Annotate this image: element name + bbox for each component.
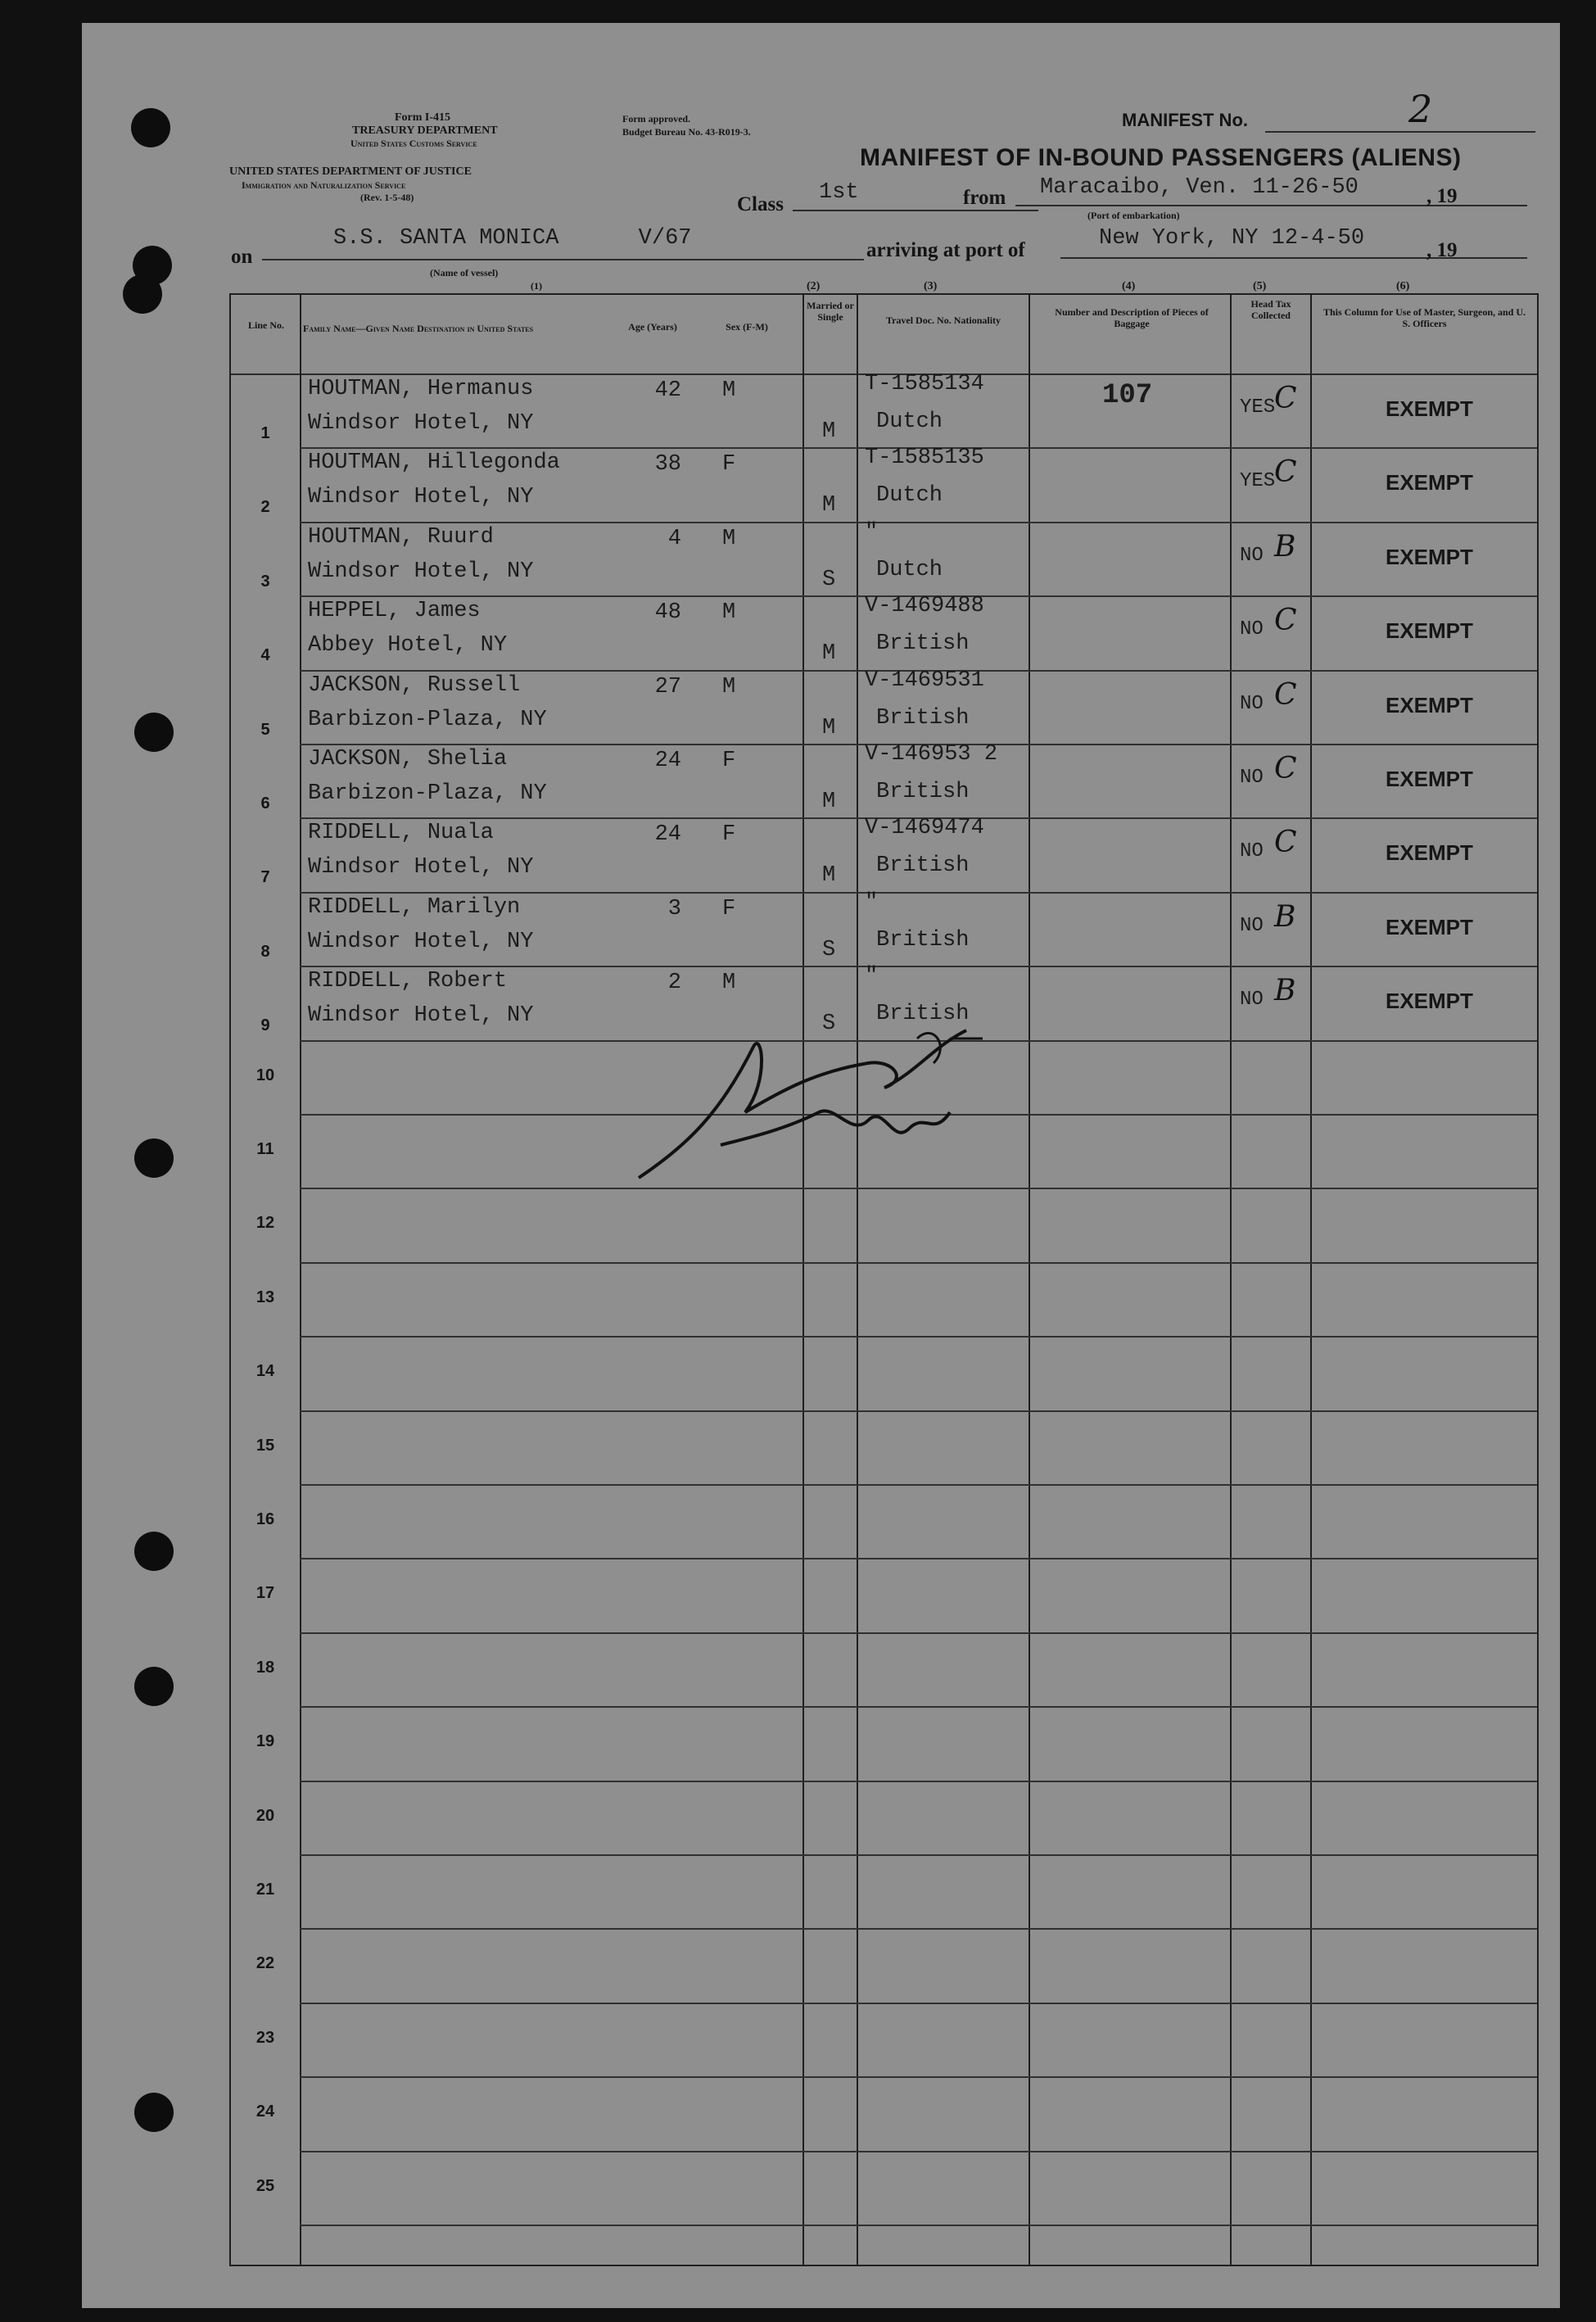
marital-status: M bbox=[822, 715, 836, 740]
binder-hole bbox=[131, 108, 170, 147]
line-number: 2 bbox=[260, 498, 270, 517]
hdr-officers: This Column for Use of Master, Surgeon, and U. S. Officers bbox=[1322, 306, 1526, 329]
passenger-sex: F bbox=[722, 749, 736, 773]
passenger-sex: M bbox=[722, 971, 736, 996]
passenger-sex: M bbox=[722, 674, 736, 699]
travel-doc-no: V-1469531 bbox=[865, 668, 984, 693]
col-num-5: (5) bbox=[1253, 280, 1267, 292]
row-divider bbox=[300, 1928, 1537, 1930]
line-number: 1 bbox=[260, 424, 270, 442]
passenger-destination: Windsor Hotel, NY bbox=[308, 1003, 534, 1029]
head-tax-mark: B bbox=[1274, 529, 1296, 564]
passenger-destination: Windsor Hotel, NY bbox=[308, 485, 534, 510]
head-tax-collected: NO bbox=[1240, 914, 1264, 937]
passenger-age: 24 bbox=[654, 822, 681, 848]
col-divider-travel bbox=[857, 295, 858, 2265]
manifest-no-underline bbox=[1265, 131, 1535, 133]
nationality: Dutch bbox=[876, 483, 943, 509]
line-number: 14 bbox=[255, 1362, 275, 1381]
arriving-underline bbox=[1060, 257, 1527, 259]
travel-doc-no: " bbox=[865, 519, 879, 545]
baggage-count: 107 bbox=[1102, 380, 1153, 411]
line-number: 7 bbox=[260, 868, 270, 887]
passenger-destination: Abbey Hotel, NY bbox=[308, 633, 508, 659]
col-divider-officers bbox=[1310, 295, 1312, 2265]
row-divider bbox=[300, 1558, 1537, 1559]
travel-doc-no: T-1585135 bbox=[865, 446, 984, 471]
line-number: 22 bbox=[255, 1954, 275, 1973]
head-tax-collected: NO bbox=[1240, 618, 1264, 641]
customs-service: United States Customs Service bbox=[350, 138, 477, 149]
row-divider bbox=[300, 522, 1537, 523]
line-number: 16 bbox=[255, 1510, 275, 1528]
head-tax-collected: NO bbox=[1240, 692, 1264, 715]
row-divider bbox=[300, 2076, 1537, 2078]
treasury-dept: TREASURY DEPARTMENT bbox=[352, 124, 498, 137]
col-divider-lineno bbox=[300, 295, 301, 2265]
hdr-line-no: Line No. bbox=[247, 319, 284, 331]
hdr-head-tax: Head Tax Collected bbox=[1250, 298, 1291, 321]
line-number: 10 bbox=[255, 1066, 275, 1084]
ins-service: Immigration and Naturalization Service bbox=[242, 179, 406, 191]
line-number: 8 bbox=[260, 942, 270, 961]
passenger-sex: F bbox=[722, 896, 736, 921]
line-number: 13 bbox=[255, 1288, 275, 1306]
vessel-col-number: (1) bbox=[531, 280, 542, 292]
head-tax-collected: YES bbox=[1240, 396, 1276, 419]
vessel-name-label: (Name of vessel) bbox=[430, 267, 499, 278]
year-label-2: , 19 bbox=[1426, 239, 1458, 261]
vessel-underline bbox=[262, 259, 864, 260]
officer-note: EXEMPT bbox=[1386, 914, 1473, 939]
justice-dept: UNITED STATES DEPARTMENT OF JUSTICE bbox=[229, 165, 472, 178]
passenger-age: 4 bbox=[667, 526, 681, 551]
binder-hole bbox=[134, 713, 174, 752]
officer-note: EXEMPT bbox=[1386, 840, 1473, 866]
marital-status: S bbox=[822, 937, 836, 962]
line-number: 11 bbox=[256, 1140, 274, 1158]
passenger-age: 2 bbox=[667, 971, 681, 996]
passenger-name: HOUTMAN, Ruurd bbox=[308, 524, 494, 550]
row-divider bbox=[300, 1632, 1537, 1634]
passenger-name: RIDDELL, Marilyn bbox=[308, 894, 521, 920]
row-divider bbox=[300, 1336, 1537, 1338]
line-number: 3 bbox=[260, 572, 270, 591]
arriving-value: New York, NY 12-4-50 bbox=[1099, 226, 1365, 251]
row-divider bbox=[300, 966, 1537, 967]
hdr-sex: Sex (F-M) bbox=[726, 321, 768, 333]
passenger-destination: Windsor Hotel, NY bbox=[308, 929, 534, 954]
passenger-sex: M bbox=[722, 378, 736, 403]
form-approved: Form approved. bbox=[622, 113, 691, 124]
class-label: Class bbox=[737, 193, 784, 215]
nationality: Dutch bbox=[876, 557, 943, 582]
line-number: 18 bbox=[255, 1658, 275, 1677]
passenger-age: 24 bbox=[654, 749, 681, 773]
passenger-name: HEPPEL, James bbox=[308, 599, 481, 624]
officer-signature bbox=[622, 1014, 991, 1202]
passenger-age: 27 bbox=[654, 674, 681, 699]
passenger-age: 3 bbox=[667, 896, 681, 921]
passenger-sex: F bbox=[722, 452, 736, 478]
nationality: British bbox=[876, 705, 970, 731]
head-tax-collected: NO bbox=[1240, 989, 1264, 1012]
passenger-destination: Windsor Hotel, NY bbox=[308, 855, 534, 880]
marital-status: M bbox=[822, 863, 836, 889]
head-tax-mark: C bbox=[1274, 455, 1297, 490]
passenger-name: RIDDELL, Nuala bbox=[308, 821, 494, 846]
passenger-sex: M bbox=[722, 600, 736, 626]
passenger-name: HOUTMAN, Hermanus bbox=[308, 377, 534, 401]
marital-status: M bbox=[822, 493, 836, 518]
port-embark-label: (Port of embarkation) bbox=[1087, 210, 1180, 221]
line-number: 5 bbox=[260, 720, 270, 739]
binder-hole bbox=[134, 1667, 174, 1706]
row-divider bbox=[300, 1781, 1537, 1782]
travel-doc-no: V-1469474 bbox=[865, 816, 984, 841]
binder-hole bbox=[123, 274, 162, 314]
head-tax-mark: C bbox=[1274, 677, 1297, 712]
head-tax-mark: C bbox=[1274, 752, 1297, 785]
passenger-sex: F bbox=[722, 822, 736, 848]
arriving-label: arriving at port of bbox=[866, 239, 1025, 261]
nationality: British bbox=[876, 927, 970, 953]
line-number: 25 bbox=[255, 2176, 275, 2195]
passenger-age: 42 bbox=[654, 378, 681, 403]
manifest-no-label: MANIFEST No. bbox=[1122, 110, 1248, 130]
line-number: 9 bbox=[260, 1016, 270, 1035]
class-value: 1st bbox=[819, 180, 859, 205]
line-number: 24 bbox=[255, 2102, 275, 2121]
from-label: from bbox=[963, 187, 1006, 209]
col-num-3: (3) bbox=[924, 280, 938, 292]
passenger-name: JACKSON, Russell bbox=[308, 672, 521, 698]
binder-hole bbox=[134, 1138, 174, 1178]
officer-note: EXEMPT bbox=[1386, 396, 1473, 421]
marital-status: M bbox=[822, 641, 836, 667]
marital-status: S bbox=[822, 1012, 836, 1037]
col-divider-baggage bbox=[1029, 295, 1030, 2265]
row-divider bbox=[300, 2151, 1537, 2152]
nationality: British bbox=[876, 1002, 970, 1027]
head-tax-collected: YES bbox=[1240, 470, 1276, 493]
row-divider bbox=[300, 2003, 1537, 2004]
passenger-name: RIDDELL, Robert bbox=[308, 969, 508, 994]
manifest-no-value: 2 bbox=[1408, 87, 1433, 131]
head-tax-mark: B bbox=[1274, 974, 1296, 1008]
marital-status: M bbox=[822, 790, 836, 814]
line-number: 23 bbox=[255, 2028, 275, 2047]
line-number: 19 bbox=[255, 1732, 275, 1751]
passenger-table bbox=[229, 293, 1539, 2266]
nationality: British bbox=[876, 853, 970, 879]
manifest-title: MANIFEST OF IN-BOUND PASSENGERS (ALIENS) bbox=[860, 144, 1462, 171]
travel-doc-no: " bbox=[865, 964, 879, 989]
line-number: 6 bbox=[260, 794, 270, 812]
passenger-destination: Barbizon-Plaza, NY bbox=[308, 781, 547, 806]
nationality: British bbox=[876, 631, 970, 657]
hdr-age: Age (Years) bbox=[628, 321, 677, 333]
row-divider bbox=[300, 1854, 1537, 1856]
officer-note: EXEMPT bbox=[1386, 544, 1473, 569]
head-tax-collected: NO bbox=[1240, 840, 1264, 863]
hdr-travel-doc: Travel Doc. No. Nationality bbox=[885, 315, 1001, 326]
passenger-destination: Windsor Hotel, NY bbox=[308, 559, 534, 584]
head-tax-collected: NO bbox=[1240, 767, 1264, 789]
head-tax-mark: C bbox=[1274, 826, 1297, 860]
nationality: Dutch bbox=[876, 410, 943, 434]
hdr-married: Married or Single bbox=[807, 300, 854, 323]
head-tax-mark: C bbox=[1274, 604, 1297, 638]
binder-hole bbox=[134, 1532, 174, 1571]
row-divider bbox=[300, 1262, 1537, 1264]
line-number: 17 bbox=[255, 1584, 275, 1603]
passenger-sex: M bbox=[722, 526, 736, 551]
passenger-name: HOUTMAN, Hillegonda bbox=[308, 450, 560, 476]
row-divider bbox=[300, 1706, 1537, 1708]
vessel-value: S.S. SANTA MONICA V/67 bbox=[333, 226, 692, 251]
on-label: on bbox=[231, 246, 253, 268]
from-value: Maracaibo, Ven. 11-26-50 bbox=[1040, 175, 1359, 200]
col-divider-headtax bbox=[1230, 295, 1232, 2265]
row-divider bbox=[300, 1484, 1537, 1486]
col-num-6: (6) bbox=[1396, 280, 1410, 292]
line-number: 4 bbox=[260, 646, 270, 665]
col-num-2: (2) bbox=[807, 280, 821, 292]
passenger-age: 48 bbox=[654, 600, 681, 626]
officer-note: EXEMPT bbox=[1386, 989, 1473, 1014]
row-divider bbox=[300, 892, 1537, 894]
head-tax-mark: C bbox=[1274, 382, 1297, 415]
manifest-sheet bbox=[82, 23, 1560, 2308]
officer-note: EXEMPT bbox=[1386, 618, 1473, 644]
row-divider bbox=[300, 2225, 1537, 2226]
binder-hole bbox=[134, 2093, 174, 2132]
line-number: 12 bbox=[255, 1214, 275, 1233]
line-number: 20 bbox=[255, 1806, 275, 1825]
travel-doc-no: V-1469488 bbox=[865, 594, 984, 619]
form-revision: (Rev. 1-5-48) bbox=[360, 192, 414, 203]
class-underline bbox=[793, 210, 1038, 211]
passenger-destination: Barbizon-Plaza, NY bbox=[308, 707, 547, 732]
line-number: 21 bbox=[255, 1881, 275, 1899]
hdr-name: Family Name—Given Name Destination in United States bbox=[303, 323, 534, 334]
head-tax-collected: NO bbox=[1240, 544, 1264, 567]
officer-note: EXEMPT bbox=[1386, 470, 1473, 496]
form-number: Form I-415 bbox=[395, 111, 451, 124]
travel-doc-no: " bbox=[865, 889, 879, 915]
passenger-age: 38 bbox=[654, 452, 681, 478]
nationality: British bbox=[876, 780, 970, 804]
travel-doc-no: T-1585134 bbox=[865, 372, 984, 396]
row-divider bbox=[300, 1410, 1537, 1412]
passenger-name: JACKSON, Shelia bbox=[308, 747, 508, 772]
budget-bureau: Budget Bureau No. 43-R019-3. bbox=[622, 126, 751, 138]
travel-doc-no: V-146953 2 bbox=[865, 742, 998, 767]
officer-note: EXEMPT bbox=[1386, 767, 1473, 791]
head-tax-mark: B bbox=[1274, 899, 1296, 934]
marital-status: M bbox=[822, 419, 836, 444]
col-divider-married bbox=[803, 295, 804, 2265]
passenger-destination: Windsor Hotel, NY bbox=[308, 411, 534, 436]
year-label-1: , 19 bbox=[1426, 185, 1458, 207]
marital-status: S bbox=[822, 567, 836, 592]
line-number: 15 bbox=[255, 1436, 275, 1455]
hdr-baggage: Number and Description of Pieces of Baggage bbox=[1055, 306, 1209, 329]
officer-note: EXEMPT bbox=[1386, 692, 1473, 717]
col-num-4: (4) bbox=[1122, 280, 1136, 292]
